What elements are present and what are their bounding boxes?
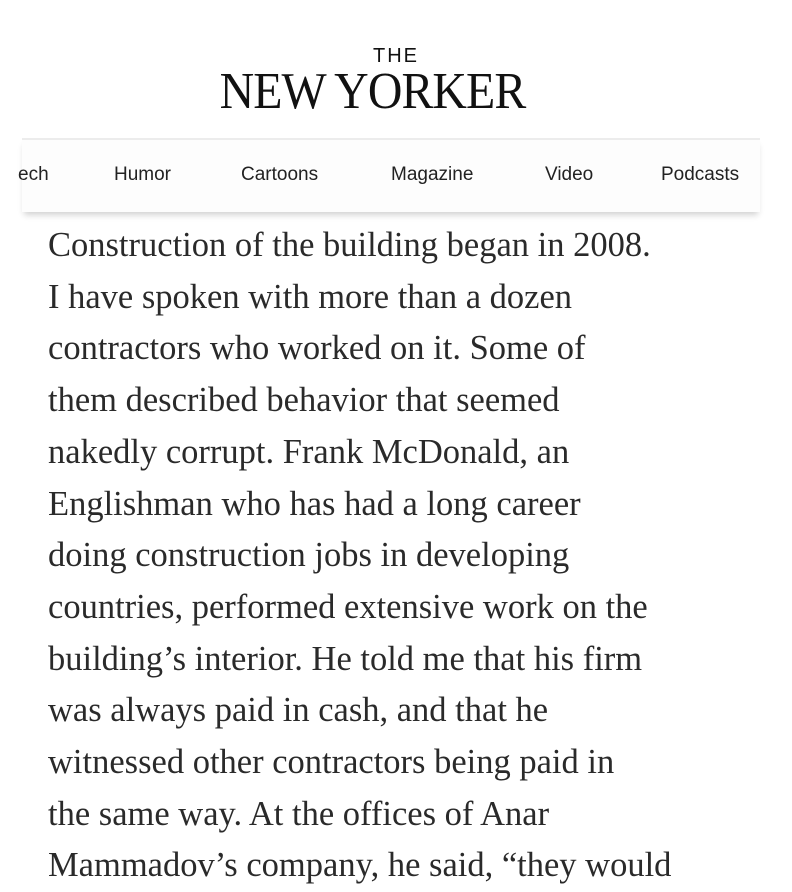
article-line: Englishman who has had a long career	[48, 484, 581, 523]
article-line: Mammadov’s company, he said, “they would	[48, 846, 672, 885]
masthead	[0, 0, 792, 138]
logo-the: THE	[373, 45, 419, 67]
article-line: doing construction jobs in developing	[48, 536, 570, 575]
nav-item-podcasts[interactable]: Podcasts	[661, 164, 740, 185]
nav-item-humor[interactable]: Humor	[114, 164, 172, 185]
nav-item-magazine[interactable]: Magazine	[391, 164, 474, 185]
article-line: Construction of the building began in 2008.	[48, 226, 651, 264]
article-body	[48, 220, 768, 892]
article-line: contractors who worked on it. Some of	[48, 329, 586, 368]
nav-item-tech[interactable]: ech	[18, 164, 49, 185]
article-line: them described behavior that seemed	[48, 381, 560, 420]
nav-item-cartoons[interactable]: Cartoons	[241, 164, 319, 185]
article-line: countries, performed extensive work on the	[48, 587, 648, 626]
article-line: building’s interior. He told me that his firm	[48, 639, 643, 678]
article-line: witnessed other contractors being paid in	[48, 743, 615, 782]
article-line: was always paid in cash, and that he	[48, 691, 549, 730]
nav-item-video[interactable]: Video	[545, 164, 594, 185]
logo-wordmark[interactable]: NEW YORKER	[219, 63, 526, 120]
article-line: nakedly corrupt. Frank McDonald, an	[48, 432, 570, 471]
article-line: I have spoken with more than a dozen	[48, 277, 573, 316]
article-line: the same way. At the offices of Anar	[48, 794, 550, 833]
section-nav	[18, 138, 760, 212]
